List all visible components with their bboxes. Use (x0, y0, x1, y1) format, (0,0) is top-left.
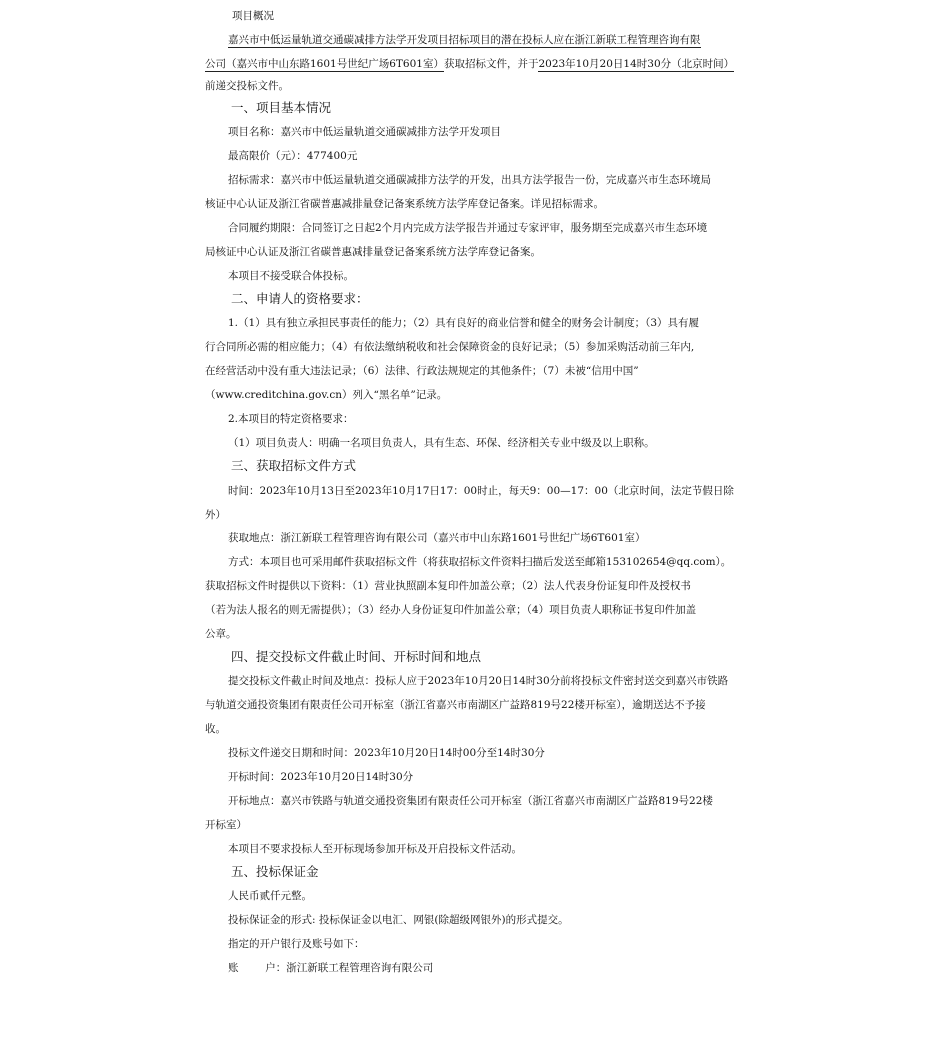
qualification-text: 1.（1）具有独立承担民事责任的能力；（2）具有良好的商业信誉和健全的财务会计制度；（3）具有履 (228, 317, 700, 329)
account-value: 浙江新联工程管理咨询有限公司 (286, 962, 434, 974)
section-heading: 四、提交投标文件截止时间、开标时间和地点 (231, 649, 482, 664)
deadline-date: 2023年10月20日14时30分（北京时间） (538, 58, 735, 70)
qualification-text: 在经营活动中没有重大违法记录；（6）法律、行政法规规定的其他条件；（7）未被“信用中国” (205, 365, 639, 377)
submit-deadline: 与轨道交通投资集团有限责任公司开标室（浙江省嘉兴市南湖区广益路819号22楼开标室），逾期送达不予接 (205, 699, 706, 711)
bid-demand: 核证中心认证及浙江省碳普惠减排量登记备案系统方法学库登记备案。详见招标需求。 (205, 198, 604, 210)
bid-demand: 招标需求：嘉兴市中低运量轨道交通碳减排方法学的开发，出具方法学报告一份，完成嘉兴市生态环境局 (228, 174, 711, 186)
open-time: 开标时间：2023年10月20日14时30分 (228, 771, 414, 783)
overview-title: 项目概况 (232, 10, 274, 22)
section-heading: 五、投标保证金 (231, 864, 319, 879)
obtain-method: 获取招标文件时提供以下资料：（1）营业执照副本复印件加盖公章；（2）法人代表身份证复印件及授权书 (205, 580, 691, 592)
overview-line (228, 33, 748, 47)
submit-deadline: 收。 (205, 723, 226, 735)
open-place: 开标地点：嘉兴市铁路与轨道交通投资集团有限责任公司开标室（浙江省嘉兴市南湖区广益路819号22楼 (228, 795, 713, 807)
qualification-special: （1）项目负责人：明确一名项目负责人，具有生态、环保、经济相关专业中级及以上职称。 (228, 437, 655, 449)
agency-address: 公司（嘉兴市中山东路1601号世纪广场6T601室） (205, 58, 444, 70)
contract-term: 合同履约期限：合同签订之日起2个月内完成方法学报告并通过专家评审，服务期至完成嘉兴市生态环境 (228, 222, 708, 234)
section-heading: 一、项目基本情况 (231, 100, 332, 115)
obtain-method: 方式：本项目也可采用邮件获取招标文件（将获取招标文件资料扫描后发送至邮箱153102654@qq.com）。 (228, 556, 732, 568)
section-heading: 三、获取招标文件方式 (231, 458, 357, 473)
account-row (228, 961, 748, 975)
deposit-amount: 人民币贰仟元整。 (228, 890, 312, 902)
contract-term: 局核证中心认证及浙江省碳普惠减排量登记备案系统方法学库登记备案。 (205, 246, 541, 258)
overview-text: 获取招标文件，并于 (443, 58, 539, 70)
obtain-time: 时间：2023年10月13日至2023年10月17日17：00时止，每天9：00—17：00（北京时间，法定节假日除 (228, 485, 734, 497)
obtain-method: （若为法人报名的则无需提供）；（3）经办人身份证复印件加盖公章；（4）项目负责人职称证书复印件加盖 (205, 604, 697, 616)
qualification-text: 行合同所必需的相应能力；（4）有依法缴纳税收和社会保障资金的良好记录；（5）参加采购活动前三年内, (205, 341, 695, 353)
qualification-special: 2.本项目的特定资格要求： (228, 413, 354, 425)
deposit-form: 投标保证金的形式: 投标保证金以电汇、网银(除超级网银外)的形式提交。 (228, 914, 569, 926)
max-price: 最高限价（元）：477400元 (228, 150, 358, 162)
obtain-time: 外） (205, 509, 226, 521)
submit-time: 投标文件递交日期和时间：2023年10月20日14时00分至14时30分 (228, 747, 545, 759)
bank-info-label: 指定的开户银行及账号如下： (228, 938, 365, 950)
project-name: 项目名称：嘉兴市中低运量轨道交通碳减排方法学开发项目 (228, 126, 501, 138)
overview-text: 嘉兴市中低运量轨道交通碳减排方法学开发项目招标项目的潜在投标人应在浙江新联工程管理咨询有限 (228, 34, 701, 46)
submit-deadline: 提交投标文件截止时间及地点：投标人应于2023年10月20日14时30分前将投标文件密封送交到嘉兴市铁路 (228, 675, 729, 687)
consortium-note: 本项目不接受联合体投标。 (228, 270, 354, 282)
overview-line: 前递交投标文件。 (205, 80, 289, 92)
obtain-place: 获取地点：浙江新联工程管理咨询有限公司（嘉兴市中山东路1601号世纪广场6T601室） (228, 532, 646, 544)
section-heading: 二、申请人的资格要求： (231, 291, 369, 306)
attendance-note: 本项目不要求投标人至开标现场参加开标及开启投标文件活动。 (228, 843, 522, 855)
account-label: 账 户： (228, 962, 287, 974)
qualification-text: （www.creditchina.gov.cn）列入“黑名单”记录。 (205, 389, 448, 401)
obtain-method: 公章。 (205, 628, 237, 640)
overview-line (205, 57, 750, 71)
open-place: 开标室） (205, 819, 247, 831)
